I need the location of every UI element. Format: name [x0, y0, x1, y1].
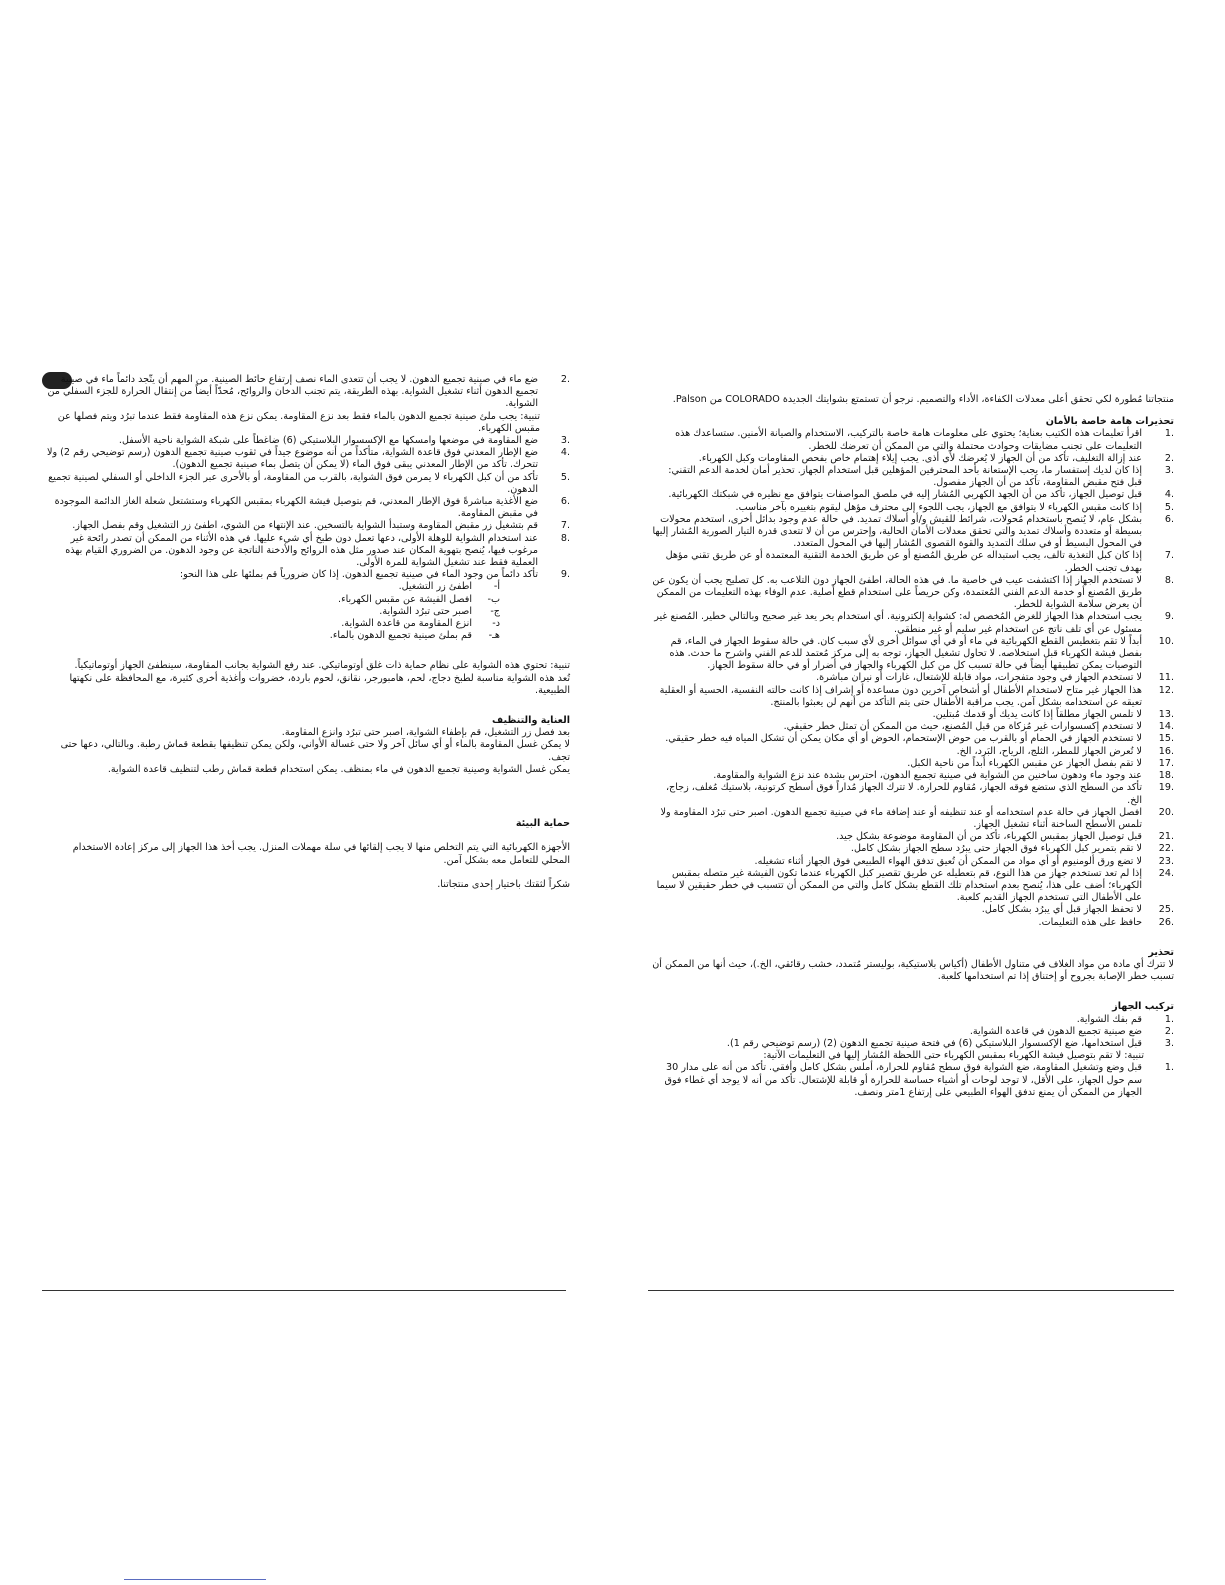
assembly-item [652, 1038, 1174, 1050]
assembly-step [652, 1062, 1174, 1099]
item-text: إذا كانت مقبس الكهرباء لا يتوافق مع الجهاز، يجب اللجوء إلى محترف مؤهل ليقوم بتغييره بآخر مناسب. [735, 501, 1142, 513]
item-text: قبل استخدامها، ضع الإكسسوار البلاستيكي (6) في فتحة صينية تجميع الدهون (2) (رسم توضيحي رقم 1). [726, 1037, 1142, 1049]
assembly-heading: تركيب الجهاز [1112, 1001, 1174, 1013]
safety-item [652, 843, 1174, 855]
sub-step-letter: أ- [493, 581, 500, 593]
item-number: 19. [1158, 782, 1174, 794]
item-number: 22. [1158, 843, 1174, 855]
item-text: ضع صينية تجميع الدهون في قاعدة الشواية. [969, 1025, 1142, 1037]
sub-step-text: قم بملئ صينية تجميع الدهون بالماء. [329, 630, 472, 642]
item-number: 3. [560, 435, 570, 447]
item-number: 9. [1164, 611, 1174, 623]
care-heading: العناية والتنظيف [492, 715, 570, 727]
sub-step-letter: ب- [487, 593, 500, 605]
thanks-text: شكراً لثقتك باختيار إحدى منتجاتنا. [437, 878, 570, 890]
care-line: بعد فصل زر التشغيل، قم بإطفاء الشواية، اصبر حتى تبرُد وانزع المقاومة. [281, 727, 570, 739]
item-number: 26. [1158, 916, 1174, 928]
step-item [42, 496, 570, 520]
item-number: 1. [1164, 1013, 1174, 1025]
item-text: قبل توصيل الجهاز، تأكد من أن الجهد الكهربي المُشار إليه في ملصق المواصفات يتوافق مع نظيره في شبكتك الكهربائية. [668, 489, 1142, 501]
item-text: عند استخدام الشواية للوهلة الأولى، دعها تعمل دون طبخ أي شيء عليها. في هذه الأثناء من الممكن أن تصدر رائحة غير مرغوب فيها، يُنصح بتهوية المكان عند صدور مثل هذه الروائح والأدخنة الناتجة عن وجود الدهون. من الضروري القيام بهذه العملية فقط عند تشغيل الشواية للمرة الأولى. [65, 532, 538, 569]
safety-item [652, 782, 1174, 806]
left-footer-rule [42, 1290, 566, 1291]
item-number: 18. [1158, 770, 1174, 782]
item-number: 20. [1158, 806, 1174, 818]
item-text: تأكد من أن كبل الكهرباء لا يمرمن فوق الشواية، بالقرب من المقاومة، أو بالأحرى عبر الجزء الداخلي أو السفلي لصينية تجميع الدهون. [48, 471, 538, 495]
safety-item [652, 758, 1174, 770]
safety-item [652, 917, 1174, 929]
left-steps-b [42, 435, 570, 581]
note-food-types: تُعد هذه الشواية مناسبة لطبخ دجاج، لحم، هامبورجر، نقانق، لحوم باردة، خضروات وأغذية أخرى كثيرة، مع المحافظة على نكهتها الطبيعية. [69, 672, 570, 696]
assembly-item [652, 1026, 1174, 1038]
sub-step-letter: هـ- [488, 630, 500, 642]
sub-step-text: اصبر حتى تبرُد الشواية. [379, 605, 472, 617]
item-text: قبل توصيل الجهاز بمقبس الكهرباء، تأكد من أن المقاومة موضوعة بشكل جيد. [836, 831, 1142, 843]
refill-sub-step [42, 618, 570, 630]
item-text: لا تستخدم الجهاز في الحمام أو بالقرب من حوض الإستحمام، الحوض أو أي مكان يمكن أن تشكل المياه فيه خطر حقيقي. [665, 733, 1142, 745]
step-item [42, 533, 570, 570]
item-number: 1. [1164, 428, 1174, 440]
item-text: لا تحفظ الجهاز قبل أي يبرُد بشكل كامل. [981, 904, 1142, 916]
item-number: 2. [1164, 452, 1174, 464]
sub-step-text: افصل الفيشة عن مقبس الكهرباء. [338, 593, 472, 605]
note-auto-shutoff: تنبية: تحتوي هذه الشواية على نظام حماية ذات غلق أوتوماتيكي. عند رفع الشواية بجانب المقاومة، سينطفئ الجهاز أوتوماتيكياً. [74, 660, 570, 672]
item-text: عند إزالة التغليف، تأكد من أن الجهاز لا يُعرضك لأي أذى. يجب إيلاء إهتمام خاص بفحص المقاومات وكبل الكهرباء. [698, 452, 1142, 464]
item-text: إذا كان لديك إستفسار ما، يجب الإستعانة بأحد المحترفين المؤهلين قبل استخدام الجهاز. تحذير أمان لخدمة الدعم التقني: قبل فتح مقبض المقاومة، تأكد من أن الجهاز مفصول. [668, 465, 1142, 489]
environment-text: الأجهزة الكهربائية التي يتم التخلص منها لا يجب إلقائها في سلة مهملات المنزل. يجب أخذ هذا الجهاز إلى مركز إعادة الاستخدام المحلي للتعامل معه بشكل آمن. [72, 842, 570, 866]
safety-item [652, 550, 1174, 574]
step-item [42, 472, 570, 496]
environment-heading: حماية البيئة [515, 818, 570, 830]
safety-item [652, 502, 1174, 514]
item-text: لا تُعرض الجهاز للمطر، الثلج، الرياح، البَرد، الخ. [956, 745, 1142, 757]
item-number: 7. [1164, 550, 1174, 562]
item-number: 10. [1158, 635, 1174, 647]
item-text: لا تستخدم الجهاز في وجود متفجرات، مواد قابلة للإشتعال، غازات أو نيران مباشرة. [816, 672, 1142, 684]
item-text: إذا لم تعد تستخدم جهاز من هذا النوع، قم بتعطيله عن طريق تقصير كبل الكهرباء عندما تكون الفيشة غير متصله بمقبس الكهرباء؛ أضف على هذا، يُنصح بعدم استخدام تلك القطع بشكل كامل والتي من الممكن أن تتسبب في خطر حقيقين لا سيما على الأطفال التي تستخدم الجهاز القديم كلعبة. [656, 867, 1142, 904]
safety-item [652, 709, 1174, 721]
step-item [42, 520, 570, 532]
assembly-list [652, 1014, 1174, 1051]
safety-item [652, 856, 1174, 868]
refill-sub-step [42, 594, 570, 606]
item-number: 12. [1158, 684, 1174, 696]
assembly-item [652, 1014, 1174, 1026]
step-number: 1. [1164, 1062, 1174, 1074]
safety-item [652, 514, 1174, 551]
item-text: ضع الأغذية مباشرةً فوق الإطار المعدني، قم بتوصيل فيشة الكهرباء بمقبس الكهرباء وستشتعل شعلة الغاز الدائمة الموجودة في مقبض المقاومة. [54, 496, 538, 520]
item-text: حافظ على هذه التعليمات. [1038, 916, 1142, 928]
item-number: 6. [560, 496, 570, 508]
item-number: 4. [560, 447, 570, 459]
assembly-note: تنبية: لا تقم بتوصيل فيشة الكهرباء بمقبس الكهرباء حتى اللحظة المُشار إليها في التعليمات الآتية: [763, 1050, 1144, 1062]
item-text: لا تستخدم إكسسوارات غير مُزكاة من قبل المُصنع، حيث من الممكن أن تمثل خطر حقيقي. [783, 721, 1142, 733]
item-number: 14. [1158, 721, 1174, 733]
item-number: 2. [1164, 1025, 1174, 1037]
item-text: ضع ماء في صينية تجميع الدهون. لا يجب أن تتعدى الماء نصف إرتفاع حائط الصينية. من المهم أن يتّجد دائماً ماء في صينية تجميع الدهون أثناء تشغيل الشواية. بهذه الطريقة، يتم تجنب الدخان والروائح، مُحدّاً أيضاً من إنتقال الحرارة للجزء السفلي من الشواية. [47, 374, 538, 410]
item-number: 6. [1164, 513, 1174, 525]
item-number: 8. [1164, 574, 1174, 586]
safety-item [652, 831, 1174, 843]
item-text: إذا كان كبل التغذية تالف، يجب استبداله عن طريق المُصنع أو عن طريق الخدمة التقنية المعتمدة أو عن طريق تقني مؤهل بهدف تجنب الخطر. [665, 550, 1142, 574]
warning-heading: تحذير [1148, 946, 1174, 958]
safety-item [652, 428, 1174, 452]
item-number: 7. [560, 520, 570, 532]
safety-item [652, 575, 1174, 612]
left-page-column [42, 374, 570, 891]
item-number: 2. [560, 374, 570, 385]
refill-sub-step [42, 630, 570, 642]
note-fill-water: تنبية: يجب ملئ صينية تجميع الدهون بالماء فقط بعد نزع المقاومة. يمكن نزع هذه المقاومة فقط عندما تبرُد ويتم فصلها عن مقبس الكهرباء. [57, 410, 540, 434]
item-number: 23. [1158, 855, 1174, 867]
step-item [42, 374, 570, 411]
item-number: 8. [560, 532, 570, 544]
safety-item [652, 904, 1174, 916]
item-text: لا تلمس الجهاز مطلقاً إذا كانت يديك أو قدمك مُبتلين. [932, 709, 1142, 721]
safety-item [652, 453, 1174, 465]
item-text: ضع الإطار المعدني فوق قاعدة الشواية، متأكداً من أنه موضوع جيداً في ثقوب صينية تجميع الدهون (رسم توضيحي رقم 2) ولا تتحرك. تأكد من الإطار المعدني يبقى فوق الماء (لا يمكن أن يتصل بماء صينية تجميع الدهون). [47, 447, 538, 471]
item-number: 4. [1164, 489, 1174, 501]
care-text [42, 727, 570, 776]
item-text: افصل الجهاز في حالة عدم استخدامه أو عند تنظيفه أو عند إضافة ماء في صينية تجميع الدهون. اصبر حتى تبرُد المقاومة ولا تلمس الأسطح الساخنة أثناء تشغيل الجهاز. [660, 806, 1142, 830]
item-number: 13. [1158, 709, 1174, 721]
safety-item [652, 807, 1174, 831]
left-steps-a [42, 374, 570, 411]
item-number: 3. [1164, 1037, 1174, 1049]
warning-text: لا تترك أي مادة من مواد الغلاف في متناول الأطفال (أكياس بلاستيكية، بوليستر مُتمدد، خشب رقائقي، الخ.)، حيث أنها من الممكن أن تسبب خطر الإصابة بجروح أو إختناق إذا تم استخدامها كلعبة. [652, 958, 1174, 983]
item-text: اقرأ تعليمات هذه الكتيب بعناية؛ يحتوي على معلومات هامة خاصة بالتركيب، الاستخدام والصيانة الأمنين. ستساعدك هذه التعليمات على تجنب مضايقات وحوادث محتملة والتي من الممكن أن تعرضك للخطر. [675, 428, 1142, 452]
item-number: 3. [1164, 465, 1174, 477]
step-item [42, 447, 570, 471]
safety-item [652, 636, 1174, 673]
safety-item [652, 611, 1174, 635]
item-text: يجب استخدام هذا الجهاز للغرض المُخصص له: كشواية إلكترونية. أي استخدام يخر يعد غير صحيح وبالتالي خطير. المُصنع غير مسئول عن أي تلف ناتج عن استخدام غير سليم أو غير منطقي. [654, 611, 1142, 635]
item-text: لا تضع ورق ألومنيوم أو أي مواد من الممكن أن تُعيق تدفق الهواء الطبيعي فوق الجهاز أثناء تشغيله. [754, 855, 1142, 867]
item-text: بشكل عام، لا يُنصح باستخدام مُحولات، شرائط للقيش و/أو أسلاك تمديد. في حالة عدم وجود بدائل أخرى، استخدم محولات بسيطة أو متعددة وأسلاك تمديد والتي تحقق معدلات الأمان الحالية، وإحترس من أن لا تتعدى قدرة التيار الصورية المُشار إليها في المحول البسيط أو في سلك التمديد والقوة القصوى المُشار إليها في المحول المتعدد. [652, 513, 1142, 550]
safety-item [652, 672, 1174, 684]
safety-item [652, 685, 1174, 709]
item-text: عند وجود ماء ودهون ساخنين من الشواية في صينية تجميع الدهون، احترس بشدة عند نزع الشواية والمقاومة. [713, 770, 1142, 782]
safety-list [652, 428, 1174, 928]
sub-step-text: انزع المقاومة من قاعدة الشواية. [341, 618, 472, 630]
item-number: 16. [1158, 745, 1174, 757]
item-text: تأكد دائماً من وجود الماء في صينية تجميع الدهون. إذا كان ضرورياً قم بملئها على هذا النحو: [179, 569, 538, 581]
item-text: تأكد من السطح الذي ستضع فوقه الجهاز، مُقاوم للحرارة. لا تترك الجهاز مُداراً فوق أسطح كرتونية، بلاستيك مُغلف، زجاج، الخ. [665, 782, 1142, 806]
safety-heading: تحذيرات هامة خاصة بالأمان [1045, 416, 1174, 428]
intro-text: منتجاتنا مُطورة لكي تحقق أعلى معدلات الكفاءة، الأداء والتصميم. نرجو أن تستمتع بشوايتك الجديدة COLORADO من Palson. [672, 394, 1174, 405]
item-number: 25. [1158, 904, 1174, 916]
safety-item [652, 770, 1174, 782]
safety-item [652, 489, 1174, 501]
care-line: لا يمكن غسل المقاومة بالماء أو أي سائل آخر ولا حتى غسالة الأواني، ولكن يمكن تنظيفها بقطعة قماش رطبة. وبالتالي، دعها حتى تجف. [60, 739, 570, 763]
refill-sub-step [42, 581, 570, 593]
item-number: 9. [560, 569, 570, 581]
item-number: 17. [1158, 757, 1174, 769]
right-page-column [652, 394, 1174, 1099]
safety-item [652, 465, 1174, 489]
item-number: 5. [1164, 501, 1174, 513]
item-text: لا تقم بفصل الجهاز عن مقبس الكهرباء أبداً من ناحية الكبل. [907, 757, 1142, 769]
item-number: 11. [1158, 672, 1174, 684]
item-text: لا تقم بتمرير كبل الكهرباء فوق الجهاز حتى يبرُد سطح الجهاز بشكل كامل. [850, 843, 1142, 855]
item-text: هذا الجهاز غير متاح لاستخدام الأطفال أو أشخاص آخرين دون مساعدة أو إشراف إذا كانت حالته النفسية، الحسية أو العقلية تعيقه عن استخدامه بشكل آمن. يجب مراقبة الأطفال حتى يتم التأكد من أنهم لن يعبثوا بالمنتج. [659, 684, 1142, 708]
item-text: ضع المقاومة في موضعها وامسكها مع الإكسسوار البلاستيكي (6) ضاغطاً على شبكة الشواية ناحية الأسفل. [118, 435, 538, 447]
item-number: 15. [1158, 733, 1174, 745]
item-text: لا تستخدم الجهاز إذا اكتشفت عيب في خاصية ما. في هذه الحالة، اطفئ الجهاز دون التلاعب به. كل تصليح يجب أن يكون عن طريق المُصنع أو خدمة الدعم الفني المُعتمدة، وكن حريصاً على استخدام قطع أصلية. عدم الوفاء بهذه التعليمات من الممكن أن يعرض سلامة الشواية للخطر. [652, 574, 1142, 611]
sub-step-letter: ج- [490, 605, 500, 617]
safety-item [652, 868, 1174, 905]
sub-step-text: اطفئ زر التشغيل. [398, 581, 472, 593]
step-item [42, 569, 570, 581]
right-footer-rule [648, 1290, 1174, 1291]
safety-item [652, 746, 1174, 758]
item-number: 5. [560, 471, 570, 483]
item-text: قم بفك الشواية. [1076, 1013, 1142, 1025]
safety-item [652, 721, 1174, 733]
safety-item [652, 733, 1174, 745]
item-number: 24. [1158, 867, 1174, 879]
care-line: يمكن غسل الشواية وصينية تجميع الدهون في ماء بمنظف. يمكن استخدام قطعة قماش رطب لتنظيف قاعدة الشواية. [107, 763, 570, 775]
bottom-link-line [124, 1579, 266, 1580]
item-text: قم بتشغيل زر مقبض المقاومة وستبدأ الشواية بالتسخين. عند الإنتهاء من الشوي، اطفئ زر التشغيل وقم بفصل الجهاز. [72, 520, 538, 532]
step-item [42, 435, 570, 447]
refill-sub-step [42, 606, 570, 618]
item-number: 21. [1158, 831, 1174, 843]
refill-sub-steps [42, 581, 570, 642]
sub-step-letter: د- [492, 618, 500, 630]
item-text: أبداً لا تقم بتغطيس القطع الكهربائية في ماء أو في أي سوائل أخرى لأي سبب كان. في حالة سقوط الجهاز في الماء، قم بفصل فيشة الكهرباء قبل استخلاصه. لا تحاول تشغيل الجهاز، توجه به إلى مركز مُعتمد للدعم الفني واشرح ما حدث. هذه التوصيات يمكن تطبيقها أيضاً في حالة تسبب كل من كبل الكهرباء والجهاز في أضرار أو في حالة سقوط الجهاز. [669, 635, 1142, 672]
step-text: قبل وضع وتشغيل المقاومة، ضع الشواية فوق سطح مُقاوم للحرارة، أملس بشكل كامل وأفقي. تأكد من أنه على مدار 30 سم حول الجهاز، على الأقل، لا توجد لوحات أو أشياء حساسة للحرارة أو قابلة للإشتعال. تأكد من أنه لا يوجد أي غطاء فوق الجهاز من الممكن أن يمنع تدفق الهواء الطبيعي على إرتفاع 1متر ونصف. [664, 1062, 1142, 1098]
